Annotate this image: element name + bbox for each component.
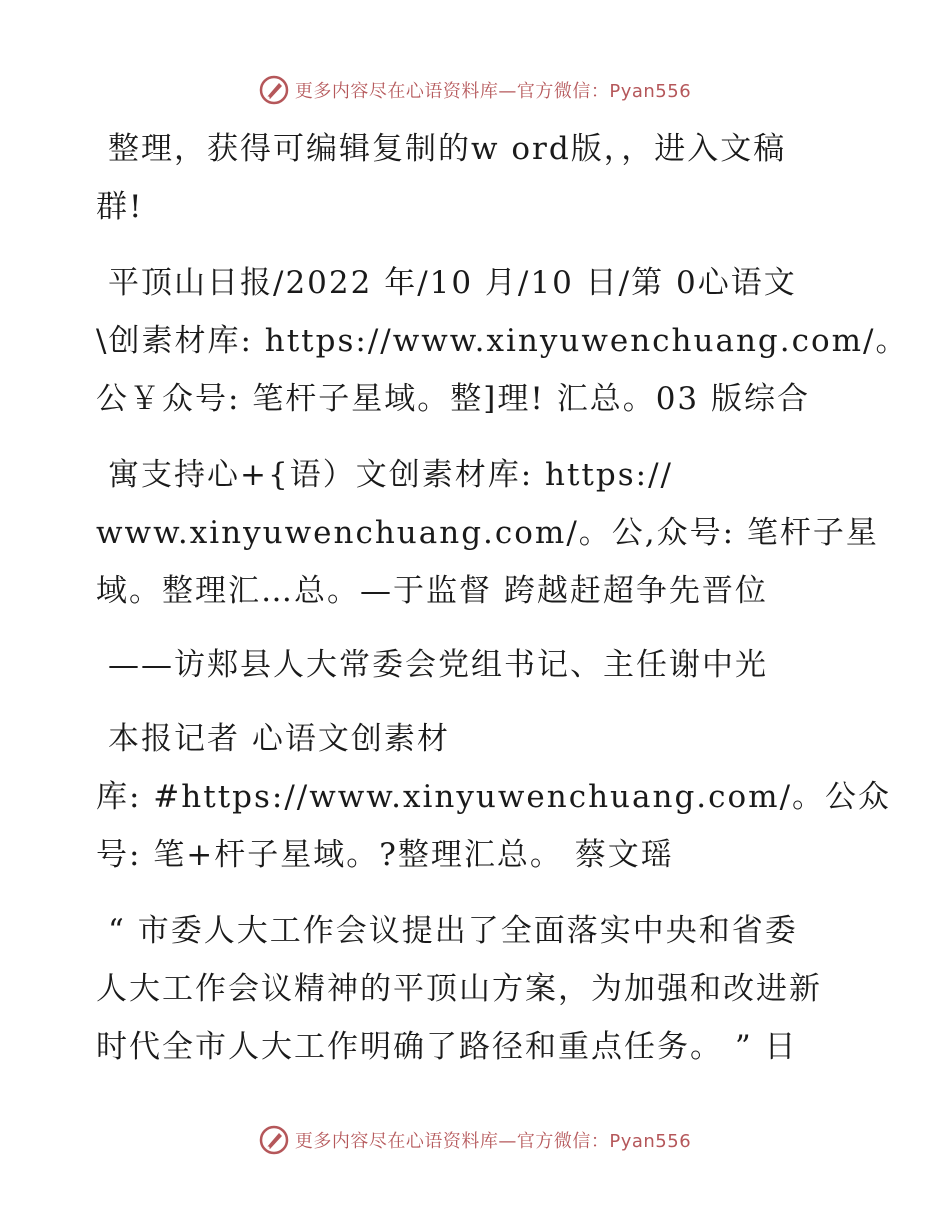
text-line: 整理，获得可编辑复制的w ord版，，进入文稿 [108,131,787,167]
pen-logo-icon [259,1125,289,1155]
text-line: \创素材库: https://www.xinyuwenchuang.com/。 [96,323,909,359]
text-line: 库: #https://www.xinyuwenchuang.com/。公众 [96,779,892,815]
pen-logo-icon [259,75,289,105]
paragraph [96,446,879,620]
text-line: 人大工作会议精神的平顶山方案，为加强和改进新 [96,971,822,1007]
text-line: 公￥众号: 笔杆子星域。整]理! 汇总。03 版综合 [96,381,811,417]
paragraph [96,120,856,236]
paragraph [96,710,892,884]
watermark-text: 更多内容尽在心语资料库—官方微信：Pyan556 [294,1131,692,1152]
paragraph [96,902,856,1076]
text-line: 号: 笔+杆子星域。?整理汇总。 蔡文瑶 [96,837,674,873]
text-line: 域。整理汇…总。—于监督 跨越赶超争先晋位 [96,573,768,609]
text-line: 平顶山日报/2022 年/10 月/10 日/第 0心语文 [108,265,797,301]
text-line: www.xinyuwenchuang.com/。公,众号: 笔杆子星 [96,515,879,551]
watermark-text: 更多内容尽在心语资料库—官方微信：Pyan556 [294,81,692,102]
text-line: 寓支持心+{语）文创素材库: https:// [108,457,673,493]
paragraph [96,636,856,694]
text-line: 时代全市人大工作明确了路径和重点任务。 ” 日 [96,1029,798,1065]
text-line: 本报记者 心语文创素材 [108,721,450,757]
footer-watermark [0,1120,950,1160]
header-watermark [0,70,950,110]
text-line: ——访郏县人大常委会党组书记、主任谢中光 [108,647,768,683]
text-line: “ 市委人大工作会议提出了全面落实中央和省委 [108,913,798,949]
document-body [96,120,909,1076]
text-line: 群! [96,189,144,225]
paragraph [96,254,909,428]
